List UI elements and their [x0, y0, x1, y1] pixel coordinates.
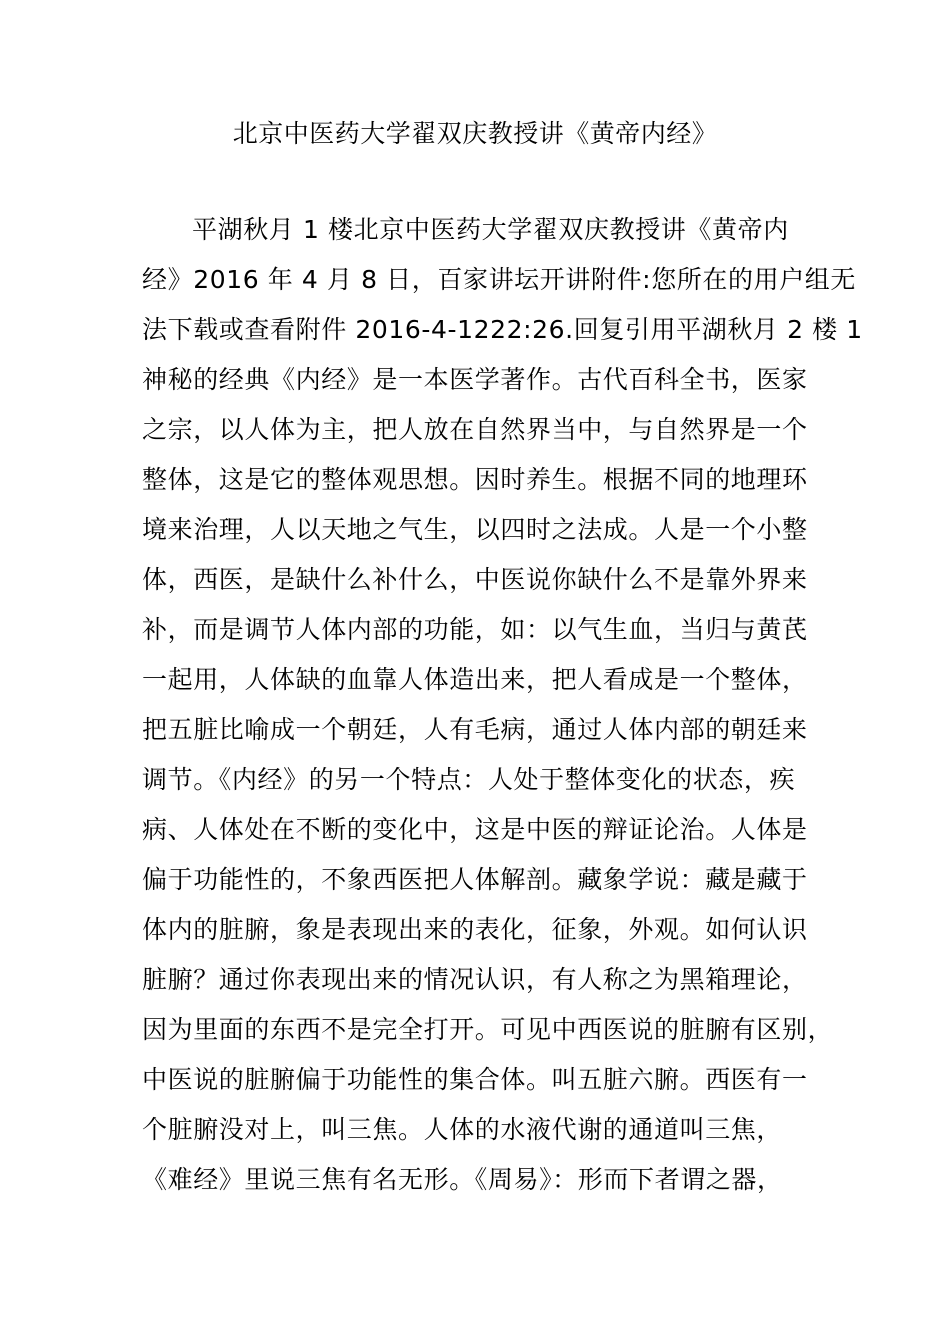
text-line: 病、人体处在不断的变化中，这是中医的辩证论治。人体是: [142, 815, 808, 844]
body-paragraph: [142, 205, 863, 1205]
text-line: 补，而是调节人体内部的功能，如：以气生血，当归与黄芪: [142, 615, 808, 644]
text-line: 体，西医，是缺什么补什么，中医说你缺什么不是靠外界来: [142, 565, 808, 594]
text-line: 把五脏比喻成一个朝廷，人有毛病，通过人体内部的朝廷来: [142, 715, 808, 744]
text-line: 个脏腑没对上，叫三焦。人体的水液代谢的通道叫三焦，: [142, 1115, 783, 1144]
text-line: 法下载或查看附件 2016-4-1222:26.回复引用平湖秋月 2 楼 1: [142, 315, 863, 344]
text-line: 之宗，以人体为主，把人放在自然界当中，与自然界是一个: [142, 415, 808, 444]
text-line: 体内的脏腑，象是表现出来的表化，征象，外观。如何认识: [142, 915, 808, 944]
text-line: 整体，这是它的整体观思想。因时养生。根据不同的地理环: [142, 465, 808, 494]
text-line: 调节。《内经》的另一个特点：人处于整体变化的状态，疾: [142, 765, 796, 794]
text-line: 因为里面的东西不是完全打开。可见中西医说的脏腑有区别，: [142, 1015, 834, 1044]
text-line: 平湖秋月 1 楼北京中医药大学翟双庆教授讲《黄帝内: [192, 215, 789, 244]
text-line: 一起用，人体缺的血靠人体造出来，把人看成是一个整体，: [142, 665, 808, 694]
text-line: 偏于功能性的，不象西医把人体解剖。藏象学说：藏是藏于: [142, 865, 808, 894]
text-line: 神秘的经典《内经》是一本医学著作。古代百科全书，医家: [142, 365, 808, 394]
document-title: 北京中医药大学翟双庆教授讲《黄帝内经》: [232, 119, 718, 148]
text-line: 中医说的脏腑偏于功能性的集合体。叫五脏六腑。西医有一: [142, 1065, 808, 1094]
text-line: 《难经》里说三焦有名无形。《周易》：形而下者谓之器，: [142, 1165, 783, 1194]
text-line: 境来治理，人以天地之气生，以四时之法成。人是一个小整: [142, 515, 808, 544]
text-line: 经》2016 年 4 月 8 日，百家讲坛开讲附件:您所在的用户组无: [142, 265, 856, 294]
text-line: 脏腑？通过你表现出来的情况认识，有人称之为黑箱理论，: [142, 965, 808, 994]
